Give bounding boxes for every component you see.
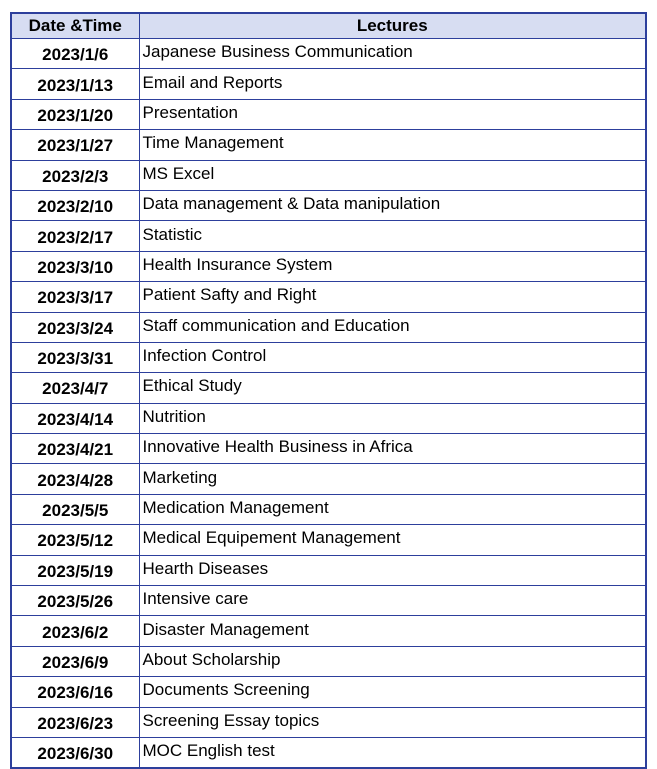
date-cell: 2023/4/7	[11, 373, 139, 403]
table-row	[11, 312, 646, 342]
lecture-cell: Data management & Data manipulation	[139, 190, 646, 220]
lecture-cell: MS Excel	[139, 160, 646, 190]
date-cell: 2023/2/10	[11, 190, 139, 220]
date-cell: 2023/5/12	[11, 525, 139, 555]
date-cell: 2023/6/23	[11, 707, 139, 737]
date-cell: 2023/5/26	[11, 586, 139, 616]
lecture-cell: Health Insurance System	[139, 251, 646, 281]
table-row	[11, 251, 646, 281]
date-cell: 2023/3/10	[11, 251, 139, 281]
date-cell: 2023/1/20	[11, 99, 139, 129]
table-row	[11, 494, 646, 524]
date-cell: 2023/1/6	[11, 39, 139, 69]
date-cell: 2023/3/31	[11, 342, 139, 372]
table-row	[11, 373, 646, 403]
lecture-cell: Japanese Business Communication	[139, 39, 646, 69]
lecture-cell: Nutrition	[139, 403, 646, 433]
date-cell: 2023/6/9	[11, 646, 139, 676]
table-row	[11, 190, 646, 220]
date-cell: 2023/6/16	[11, 677, 139, 707]
lecture-cell: Intensive care	[139, 586, 646, 616]
table-row	[11, 434, 646, 464]
date-cell: 2023/5/19	[11, 555, 139, 585]
lecture-cell: Screening Essay topics	[139, 707, 646, 737]
lecture-cell: Time Management	[139, 130, 646, 160]
lectures-header: Lectures	[139, 13, 646, 39]
lecture-schedule-table	[10, 12, 647, 769]
table-row	[11, 221, 646, 251]
table-header	[11, 13, 646, 39]
lecture-cell: Staff communication and Education	[139, 312, 646, 342]
table-row	[11, 403, 646, 433]
lecture-cell: Patient Safty and Right	[139, 282, 646, 312]
table-row	[11, 586, 646, 616]
table-row	[11, 69, 646, 99]
table-row	[11, 282, 646, 312]
lecture-cell: Hearth Diseases	[139, 555, 646, 585]
date-cell: 2023/3/17	[11, 282, 139, 312]
table-row	[11, 39, 646, 69]
lecture-cell: Presentation	[139, 99, 646, 129]
table-row	[11, 160, 646, 190]
table-row	[11, 707, 646, 737]
date-cell: 2023/1/27	[11, 130, 139, 160]
lecture-cell: Disaster Management	[139, 616, 646, 646]
lecture-cell: Ethical Study	[139, 373, 646, 403]
table-body	[11, 39, 646, 769]
lecture-cell: Infection Control	[139, 342, 646, 372]
header-row	[11, 13, 646, 39]
table-row	[11, 616, 646, 646]
table-row	[11, 130, 646, 160]
table-row	[11, 646, 646, 676]
table-row	[11, 737, 646, 768]
table-row	[11, 342, 646, 372]
table-row	[11, 464, 646, 494]
lecture-cell: Documents Screening	[139, 677, 646, 707]
date-cell: 2023/4/28	[11, 464, 139, 494]
lecture-cell: MOC English test	[139, 737, 646, 768]
lecture-cell: Medical Equipement Management	[139, 525, 646, 555]
date-cell: 2023/2/3	[11, 160, 139, 190]
date-time-header: Date &Time	[11, 13, 139, 39]
date-cell: 2023/6/2	[11, 616, 139, 646]
lecture-cell: Medication Management	[139, 494, 646, 524]
lecture-cell: Innovative Health Business in Africa	[139, 434, 646, 464]
lecture-cell: Marketing	[139, 464, 646, 494]
lecture-cell: Email and Reports	[139, 69, 646, 99]
date-cell: 2023/4/21	[11, 434, 139, 464]
date-cell: 2023/1/13	[11, 69, 139, 99]
date-cell: 2023/3/24	[11, 312, 139, 342]
table-row	[11, 677, 646, 707]
date-cell: 2023/2/17	[11, 221, 139, 251]
lecture-cell: About Scholarship	[139, 646, 646, 676]
date-cell: 2023/4/14	[11, 403, 139, 433]
lecture-cell: Statistic	[139, 221, 646, 251]
table-row	[11, 555, 646, 585]
table-row	[11, 525, 646, 555]
table-row	[11, 99, 646, 129]
date-cell: 2023/5/5	[11, 494, 139, 524]
date-cell: 2023/6/30	[11, 737, 139, 768]
